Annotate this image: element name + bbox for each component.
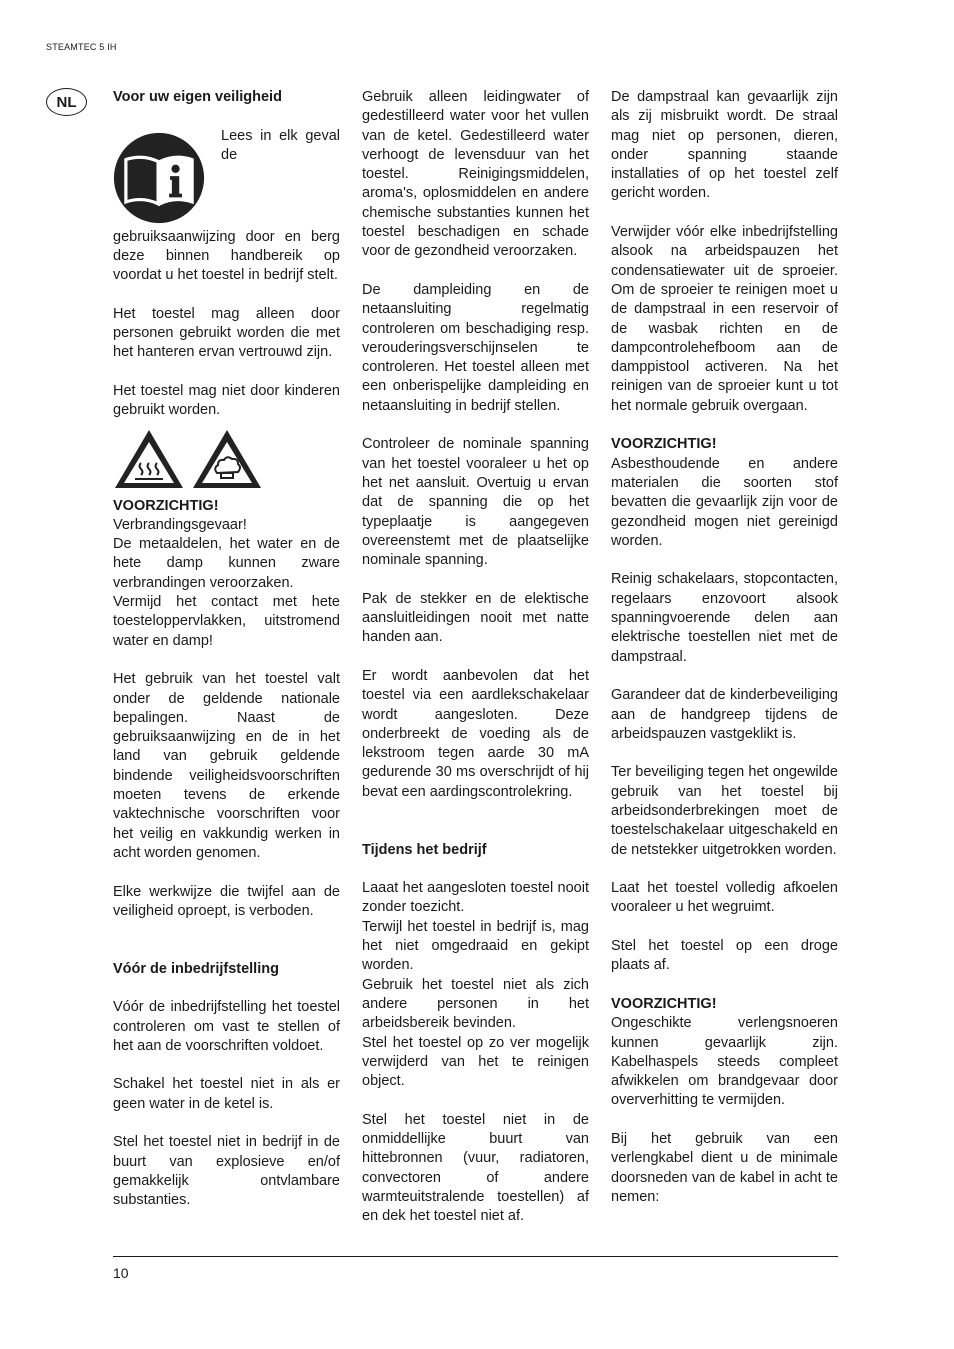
paragraph: Stel het toestel op zo ver mogelijk verwijderd van het te reinigen object. <box>362 1034 589 1090</box>
intro-text: Lees in elk geval de gebruiksaanwijzing door en berg deze binnen handbereik op voordat u het toestel in bedrijf stelt. <box>113 127 340 284</box>
paragraph: Ter beveiliging tegen het ongewilde gebruik van het toestel bij arbeidsonderbrekingen moet de toestelschakelaar uitgeschakeld en de netstekker uitgetrokken worden. <box>611 764 838 858</box>
paragraph: Vóór de inbedrijfstelling het toestel controleren om vast te stellen of het aan de voorschriften voldoet. <box>113 999 340 1054</box>
paragraph: Stel het toestel niet in de onmiddellijke buurt van hittebronnen (vuur, radiatoren, convectoren of andere warmteuitstralende toestellen) af en dek het toestel niet af. <box>362 1111 589 1225</box>
page-number: 10 <box>113 1265 129 1281</box>
paragraph: Het gebruik van het toestel valt onder de geldende nationale bepalingen. Naast de gebruiksaanwijzing en de in het land van gebruik geldende bindende veiligheidsvoorschriften moeten tevens de erkende vaktechnische voorschriften voor het veilig en vakkundig werken in acht worden genomen. <box>113 671 340 861</box>
paragraph: Gebruik het toestel niet als zich andere personen in het arbeidsbereik bevinden. <box>362 976 589 1032</box>
column-1 <box>113 88 340 1211</box>
section-title-during-operation: Tijdens het bedrijf <box>362 841 487 858</box>
read-manual-icon <box>113 132 205 224</box>
paragraph: Verwijder vóór elke inbedrijfstelling alsook na arbeidspauzen het condensatiewater uit de sproeier. Om de sproeier te reinigen moet u de dampstraal in een reservoir of de wasbak richten en de dampcontrolehefboom aan de damppistool activeren. Na het reinigen van de sproeier kunt u tot het normale gebruik overgaan. <box>611 224 838 414</box>
footer-divider <box>113 1256 838 1257</box>
paragraph: Stel het toestel niet in bedrijf in de buurt van explosieve en/of gemakkelijk ontvlambare substanties. <box>113 1134 340 1209</box>
paragraph: Ongeschikte verlengsnoeren kunnen gevaarlijk zijn. Kabelhaspels steeds compleet afwikkelen om brandgevaar door oververhitting te vermijden. <box>611 1015 838 1109</box>
paragraph: De dampleiding en de netaansluiting regelmatig controleren om beschadiging resp. verouderingsverschijnselen te controleren. Het toestel alleen met een onberispelijke dampleiding en netaansluiting in bedrijf stellen. <box>362 281 589 414</box>
paragraph: Laat het toestel volledig afkoelen vooraleer u het wegruimt. <box>611 880 838 916</box>
language-badge: NL <box>46 88 87 116</box>
caution-line: Vermijd het contact met hete toesteloppervlakken, uitstromend water en damp! <box>113 594 340 649</box>
paragraph: Reinig schakelaars, stopcontacten, regelaars enzovoort alsook spanningvoerende delen aan elektrische toestellen niet met de dampstraal. <box>611 571 838 665</box>
caution-line: Verbrandingsgevaar! <box>113 516 247 533</box>
caution-heading: VOORZICHTIG! <box>611 436 717 453</box>
section-title-safety: Voor uw eigen veiligheid <box>113 89 282 105</box>
paragraph: Schakel het toestel niet in als er geen water in de ketel is. <box>113 1076 340 1112</box>
paragraph: Er wordt aanbevolen dat het toestel via een aardlekschakelaar wordt aangesloten. Deze onderbreekt de voeding als de lekstroom tegen aarde 30 mA gedurende 30 ms overschrijdt of hij bevat een aardingscontrolekring. <box>362 667 589 800</box>
document-header: STEAMTEC 5 IH <box>46 42 117 52</box>
paragraph: Stel het toestel op een droge plaats af. <box>611 938 838 974</box>
paragraph: Controleer de nominale spanning van het toestel vooraleer u het op het net aansluit. Overtuig u ervan dat de spanning die op het typeplaatje is aangegeven overeenstemt met de plaatselijke nominale spanning. <box>362 436 589 569</box>
caution-line: De metaaldelen, het water en de hete damp kunnen zware verbrandingen veroorzaken. <box>113 536 340 591</box>
paragraph: Het toestel mag niet door kinderen gebruikt worden. <box>113 382 340 419</box>
warning-icons <box>113 427 340 491</box>
paragraph: Bij het gebruik van een verlengkabel dient u de minimale doorsneden van de kabel in acht te nemen: <box>611 1131 838 1205</box>
paragraph: Laaat het aangesloten toestel nooit zonder toezicht. <box>362 880 589 916</box>
paragraph: Terwijl het toestel in bedrijf is, mag het niet omgedraaid en gekipt worden. <box>362 918 589 974</box>
paragraph: De dampstraal kan gevaarlijk zijn als zij misbruikt wordt. De straal mag niet op personen, dieren, onder spanning staande installaties of op het toestel zelf gericht worden. <box>611 89 838 202</box>
caution-heading: VOORZICHTIG! <box>611 995 717 1012</box>
column-3 <box>611 88 838 1207</box>
hot-surface-warning-icon <box>113 427 185 491</box>
paragraph: Gebruik alleen leidingwater of gedestilleerd water voor het vullen van de ketel. Gedestilleerd water verhoogt de levensduur van het toestel. Reinigingsmiddelen, aroma's, oplosmiddelen en andere chemische substanties kunnen het toestel beschadigen en schade voor de gezondheid veroorzaken. <box>362 89 589 260</box>
paragraph: Pak de stekker en de elektische aansluitleidingen nooit met natte handen aan. <box>362 590 589 646</box>
column-2 <box>362 88 589 1227</box>
section-title-before-use: Vóór de inbedrijfstelling <box>113 960 279 977</box>
paragraph: Elke werkwijze die twijfel aan de veiligheid oproept, is verboden. <box>113 883 340 919</box>
hot-steam-warning-icon <box>191 427 263 491</box>
paragraph: Garandeer dat de kinderbeveiliging aan de handgreep tijdens de arbeidspauzen vastgeklikt is. <box>611 687 838 742</box>
paragraph: Het toestel mag alleen door personen gebruikt worden die met het hanteren ervan vertrouwd zijn. <box>113 305 340 361</box>
paragraph: Asbesthoudende en andere materialen die soorten stof bevatten die gevaarlijk zijn voor de gezondheid mogen niet gereinigd worden. <box>611 455 838 549</box>
caution-heading: VOORZICHTIG! <box>113 497 219 514</box>
